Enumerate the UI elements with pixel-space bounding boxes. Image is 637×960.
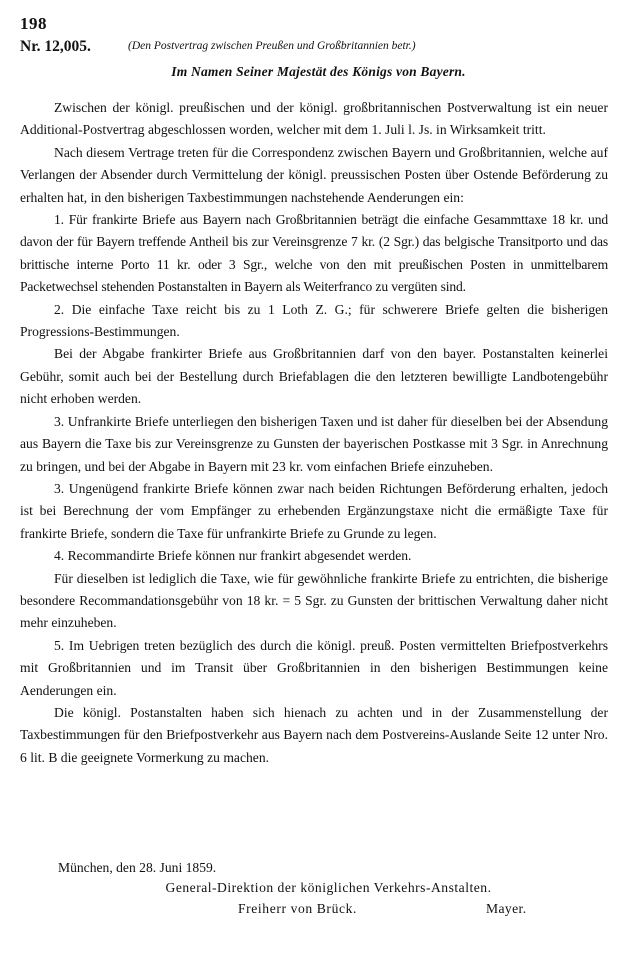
paragraph-item-3-insufficient: 3. Ungenügend frankirte Briefe können zwar nach beiden Richtungen Beförderung erhalten, jedoch ist bei Berechnung der vom Empfänger zu erhebenden Ergänzungstaxe nicht die ermäßigte Taxe für frankirte Briefe, sondern die Taxe für unfrankirte Briefe zu Grunde zu legen. (20, 480, 608, 541)
document-number: Nr. 12,005. (20, 38, 91, 55)
paragraph-delivery: Bei der Abgabe frankirter Briefe aus Großbritannien darf von den bayer. Postanstalten keinerlei Gebühr, somit auch bei der Bestellung durch Briefablagen die den letzteren bewilligte Landbotengebühr nicht erhoben werden. (20, 346, 608, 407)
paragraph-instructions: Die königl. Postanstalten haben sich hienach zu achten und in der Zusammenstellung der Taxbestimmungen für den Briefpostverkehr aus Bayern nach dem Postvereins-Auslande Seite 12 unter Nro. 6 lit. B die geeignete Vormerkung zu machen. (20, 704, 608, 765)
page-number: 198 (20, 14, 47, 33)
paragraph-intro: Zwischen der königl. preußischen und der königl. großbritannischen Postverwaltung ist ein neuer Additional-Postvertrag abgeschlossen worden, welcher mit dem 1. Juli l. Js. in Wirksamkeit tritt. (20, 100, 608, 138)
paragraph-item-3-unfranked: 3. Unfrankirte Briefe unterliegen den bisherigen Taxen und ist daher für dieselben bei der Absendung aus Bayern die Taxe bis zur Vereinsgrenze zu Gunsten der bayerischen Postkasse mit 3 Sgr. in Anrechnung zu bringen, und bei der Abgabe in Bayern mit 23 kr. vom einfachen Briefe einzuheben. (20, 413, 608, 474)
document-subject: (Den Postvertrag zwischen Preußen und Großbritannien betr.) (128, 40, 416, 52)
signature-left: Freiherr von Brück. (238, 901, 357, 916)
paragraph-changes: Nach diesem Vertrage treten für die Correspondenz zwischen Bayern und Großbritannien, welche auf Verlangen der Absender durch Vermittelung der königl. preussischen Posten über Ostende Beförderung zu erhalten hat, in den bisherigen Taxbestimmungen nachstehende Aenderungen ein: (20, 144, 608, 205)
date-line: München, den 28. Juni 1859. (58, 860, 217, 875)
issuing-authority: General-Direktion der königlichen Verkehrs-Anstalten. (165, 880, 492, 895)
signature-right: Mayer. (486, 901, 527, 916)
decree-heading: Im Namen Seiner Majestät des Königs von Bayern. (171, 64, 466, 79)
paragraph-item-1: 1. Für frankirte Briefe aus Bayern nach Großbritannien beträgt die einfache Gesammttaxe 18 kr. und davon der für Bayern treffende Antheil bis zur Vereinsgrenze 7 kr. (2 Sgr.) das belgische Transitporto und das brittische interne Porto 11 kr. oder 3 Sgr., welche von den mit preußischen Posten in unmittelbarem Packetwechsel stehenden Postanstalten in Bayern als Weiterfranco zu vergüten sind. (20, 212, 608, 295)
paragraph-item-5: 5. Im Uebrigen treten bezüglich des durch die königl. preuß. Posten vermittelten Briefpostverkehrs mit Großbritannien und im Transit über Großbritannien in den bisherigen Bestimmungen keine Aenderungen ein. (20, 637, 608, 698)
paragraph-registered-fee: Für dieselben ist lediglich die Taxe, wie für gewöhnliche frankirte Briefe zu entrichten, die bisherige besondere Recommandationsgebühr von 18 kr. = 5 Sgr. zu Gunsten der brittischen Verwaltung daher nicht mehr einzuheben. (20, 570, 608, 631)
document-body (20, 97, 608, 769)
paragraph-item-4: 4. Recommandirte Briefe können nur frankirt abgesendet werden. (54, 548, 412, 564)
paragraph-item-2: 2. Die einfache Taxe reicht bis zu 1 Loth Z. G.; für schwerere Briefe gelten die bisherigen Progressions-Bestimmungen. (20, 301, 608, 340)
